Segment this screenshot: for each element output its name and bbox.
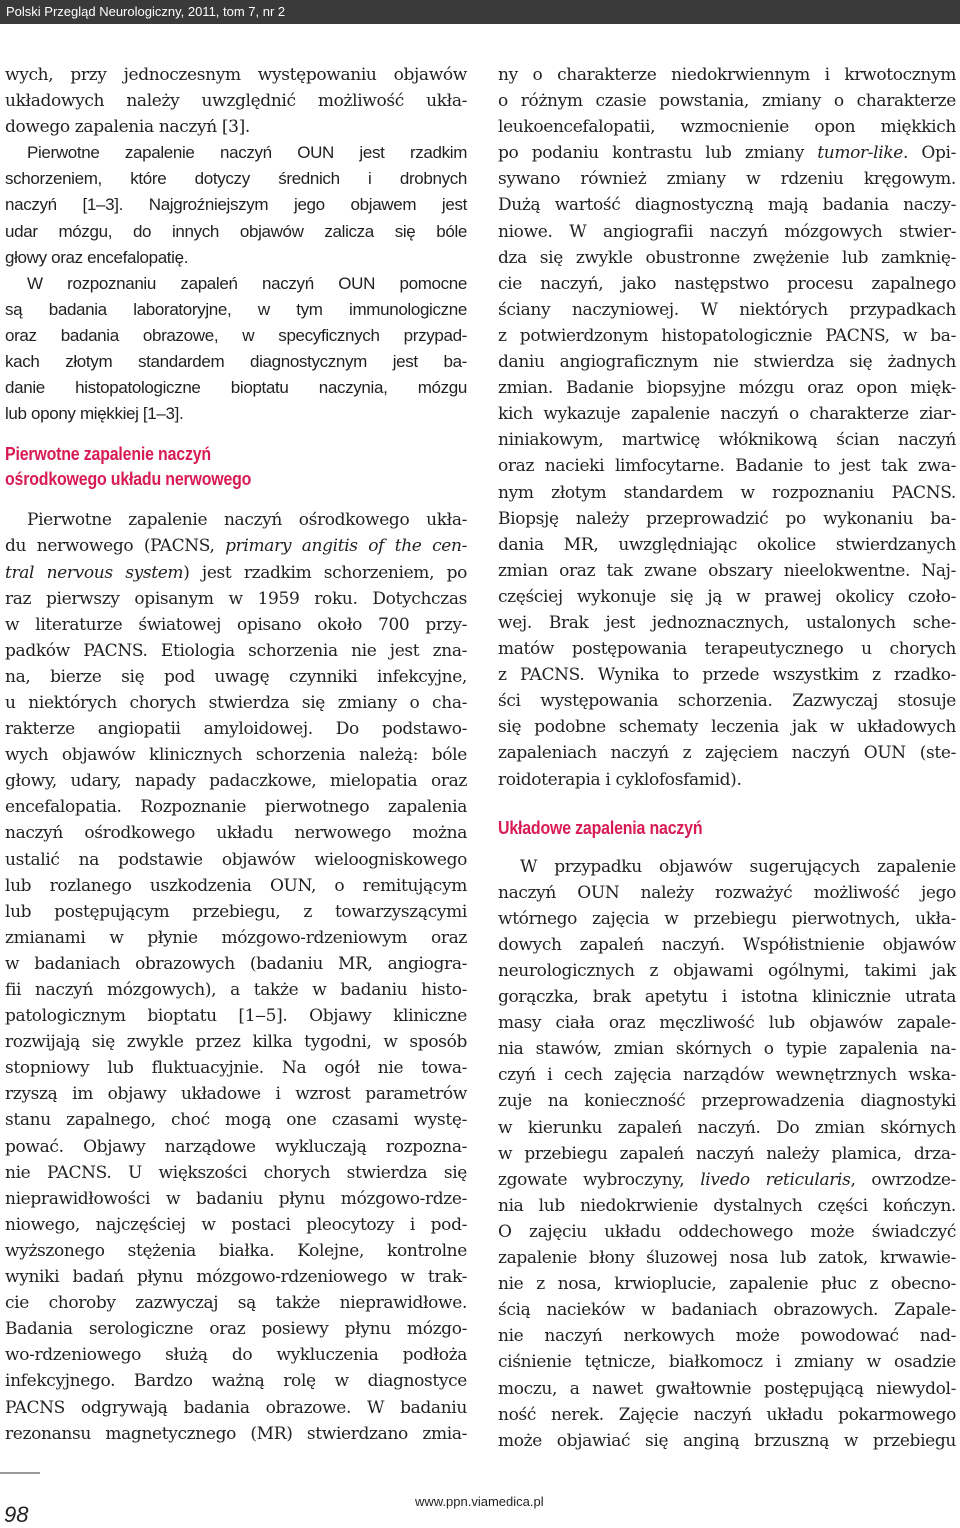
text-line: ściany naczyniowej. W niektórych przypadkach [498,299,956,320]
text-line: stanu zapalnego, choć mogą one czasami wystę- [5,1110,467,1131]
text-line: nieprawidłowości w badaniu płynu mózgowo-rdze- [5,1188,467,1209]
text-line: wych, przy jednoczesnym występowaniu objawów [5,65,467,85]
right-column [498,62,956,1454]
text-line: naczyń ośrodkowego układu nerwowego można [5,823,467,844]
text-line: rzyszą im objawy układowe i wzrost parametrów [5,1084,467,1105]
section-heading-line: Pierwotne zapalenie naczyń [5,443,211,465]
text-line: zapalenie błony śluzowej nosa lub zatok, krwawie- [498,1248,956,1269]
text-line: masy ciała oraz męczliwość lub objawów zapale- [498,1013,956,1034]
text-line: ści występowania schorzenia. Zazwyczaj stosuje [498,691,956,712]
text-line: wej. Brak jest jednoznacznych, ustalonych sche- [498,612,956,633]
text-line: ścią nacieków w badaniach obrazowych. Zapale- [498,1300,956,1321]
text-line: wyższonego stężenia białka. Kolejne, kontrolne [5,1240,467,1261]
text-line: O zajęciu układu oddechowego może świadczyć [498,1221,956,1242]
text-line: lub opony miękkiej [1‒3]. [5,404,184,424]
text-line: cie choroby zazwyczaj są także nieprawidłowe. [5,1293,467,1314]
text-line: zmian oraz tak zwane obszary nieelokwentne. Naj- [498,560,956,581]
journal-website: www.ppn.viamedica.pl [415,1494,544,1509]
footer-rule [0,1472,40,1474]
section-heading: Układowe zapalenia naczyń [498,816,703,838]
text-line: Biopsję należy przeprowadzić po wykonaniu ba- [498,508,956,529]
text-line: infekcyjnego. Bardzo ważną rolę w diagnostyce [5,1371,467,1392]
paragraph [5,140,467,270]
text-line: zmianami w płynie mózgowo-rdzeniowym oraz [5,927,467,948]
text-line: pować. Objawy narządowe wykluczają rozpozna- [5,1136,467,1157]
text-line: leukoencefalopatii, wzmocnienie opon miękkich [498,117,956,138]
text-line: wo-rdzeniowego służą do wykluczenia podłoża [5,1345,467,1366]
text-line: patologicznym bioptatu [1‒5]. Objawy kliniczne [5,1006,467,1027]
text-line: częściej wykonuje się ją w prawej okolicy czoło- [498,586,956,607]
text-line: ustalić na podstawie objawów wieloogniskowego [5,849,467,870]
text-line: lub rozlanego uszkodzenia OUN, o remitującym [5,875,467,896]
text-line: udar mózgu, do innych objawów zalicza się bóle [5,221,467,241]
text-line: Dużą wartość diagnostyczną mają badania naczy- [498,195,956,216]
text-line: wych objawów klinicznych schorzenia należą: bóle [5,745,467,766]
text-line: z potwierdzonym histopatologicznie PACNS, w ba- [498,325,956,346]
text-line: matów postępowania terapeutycznego u chorych [498,639,956,660]
left-column [5,62,467,1447]
text-line: nie z nosa, krwioplucie, zapalenie płuc z obecno- [498,1274,956,1295]
text-line: padków PACNS. Etiologia schorzenia nie jest zna- [5,640,467,661]
text-line: ciśnienie tętnicze, białkomocz i zmiany w osadzie [498,1352,956,1373]
paragraph [5,62,467,140]
text-line: du nerwowego (PACNS, primary angitis of the cen- [5,536,467,557]
text-line: daniu angiograficznym nie stwierdza się żadnych [498,352,956,373]
text-line: gorączka, brak apetytu i istotna klinicznie utrata [498,987,956,1008]
text-line: lub postępującym przebiegu, z towarzyszącymi [5,901,467,922]
text-line: u niektórych chorych stwierdza się zmiany o cha- [5,692,467,713]
text-line: nie PACNS. U większości chorych stwierdza się [5,1162,467,1183]
text-line: zgowate wybroczyny, livedo reticularis, owrzodze- [498,1169,956,1190]
text-line: dza się zwykle obustronne zwężenie lub zamknię- [498,247,956,268]
text-line: nie naczyń nerkowych może powodować nad- [498,1326,956,1347]
text-line: fii naczyń mózgowych), a także w badaniu histo- [5,980,467,1000]
text-line: w przebiegu zapaleń naczyń należy plamica, drza- [498,1143,956,1164]
text-line: niowego, najczęściej w postaci pleocytozy i pod- [5,1214,467,1235]
text-line: stopniowy lub fluktuacyjnie. Na ogół nie towa- [5,1058,467,1079]
text-line: są badania laboratoryjne, w tym immunologiczne [5,299,467,319]
section-heading-line: ośrodkowego układu nerwowego [5,468,252,490]
text-line: w kierunku zapaleń naczyń. Do zmian skórnych [498,1117,956,1138]
text-line: kich wykazuje zapalenie naczyń o charakterze ziar- [498,404,956,425]
text-line: moczu, a nawet gwałtownie postępującą niewydol- [498,1378,956,1399]
text-line: na, bierze się pod uwagę czynniki infekcyjne, [5,666,467,687]
text-line: układowych należy uwzględnić możliwość ukła- [5,91,467,112]
text-line: może objawiać się anginą brzuszną w przebiegu [498,1430,956,1451]
text-line: danie histopatologiczne bioptatu naczynia, mózgu [5,378,467,398]
text-line: Badania serologiczne oraz posiewy płynu mózgo- [5,1319,467,1340]
text-line: Pierwotne zapalenie naczyń OUN jest rzadkim [27,143,467,163]
text-line: czyń i cech zajęcia narządów wewnętrznych wska- [498,1065,956,1086]
text-line: niniakowym, martwicę włóknikową ścian naczyń [498,430,956,451]
text-line: oraz badania obrazowe, w specyficznych przypad- [5,325,467,345]
text-line: neurologicznych z objawami ogólnymi, takimi jak [498,961,956,981]
text-line: rakterze angiopatii amyloidowej. Do podstawo- [5,719,467,740]
journal-header-bar [0,0,960,24]
paragraph [5,507,467,1446]
text-line: tral nervous system) jest rzadkim schorzeniem, po [5,562,467,583]
text-line: o różnym czasie powstania, zmiany o charakterze [498,91,956,112]
text-line: naczyń OUN należy rozważyć możliwość jego [498,882,956,903]
text-line: kach złotym standardem diagnostycznym jest ba- [5,352,467,372]
text-line: głowy oraz encefalopatię. [5,247,189,267]
text-line: schorzeniem, które dotyczy średnich i drobnych [5,169,467,189]
text-line: sywano również zmiany w rdzeniu kręgowym. [498,169,956,190]
text-line: zmian. Badanie biopsyjne mózgu oraz opon mięk- [498,378,956,399]
text-line: zuje na konieczność przeprowadzenia diagnostyki [498,1091,956,1112]
text-line: Pierwotne zapalenie naczyń ośrodkowego ukła- [27,510,467,531]
text-line: PACNS odgrywają badania obrazowe. W badaniu [5,1397,467,1418]
page-number: 98 [4,1502,29,1527]
text-line: dowych zapaleń naczyń. Współistnienie objawów [498,934,956,955]
text-line: wyniki badań płynu mózgowo-rdzeniowego w trak- [5,1267,467,1288]
text-line: z PACNS. Wynika to przede wszystkim z rzadko- [498,665,956,686]
text-line: po podaniu kontrastu lub zmiany tumor-like. Opi- [498,143,956,164]
text-line: ność nerek. Zajęcie naczyń układu pokarmowego [498,1404,956,1425]
text-line: rozwijają się zwykle przez kilka tygodni, w sposób [5,1032,467,1053]
paragraph [5,271,467,428]
text-line: zapaleniach naczyń z zajęciem naczyń OUN (ste- [498,743,956,764]
text-line: W przypadku objawów sugerujących zapalenie [520,856,956,877]
text-line: raz pierwszy opisanym w 1959 roku. Dotychczas [5,588,467,609]
text-line: cie naczyń, jako następstwo procesu zapalnego [498,273,956,294]
text-line: w literaturze światowej opisano około 700 przy- [5,614,467,635]
text-line: w badaniach obrazowych (badaniu MR, angiogra- [5,953,467,974]
text-line: ny o charakterze niedokrwiennym i krwotocznym [498,65,956,85]
text-line: dowego zapalenia naczyń [3]. [5,117,250,138]
journal-title: Polski Przegląd Neurologiczny, 2011, tom 7, nr 2 [6,4,286,19]
text-line: oraz nacieki limfocytarne. Badanie to jest tak zwa- [498,456,956,477]
paragraph [498,62,956,793]
text-line: nia stawów, zmian skórnych o typie zapalenia na- [498,1039,956,1060]
text-line: roidoterapia i cyklofosfamid). [498,769,742,790]
text-line: nia lub niedokrwienie dystalnych części kończyn. [498,1195,956,1216]
text-line: encefalopatia. Rozpoznanie pierwotnego zapalenia [5,797,467,818]
section-heading [5,441,467,491]
text-line: nym złotym standardem w rozpoznaniu PACNS. [498,482,956,503]
text-line: głowy, udary, napady padaczkowe, mielopatia oraz [5,771,467,792]
paragraph [498,854,956,1454]
text-line: wtórnego zajęcia w przebiegu pierwotnych, ukła- [498,908,956,929]
text-line: niowe. W angiografii naczyń mózgowych stwier- [498,221,956,242]
text-line: dania MR, uwzględniając okolice stwierdzanych [498,534,956,555]
text-line: naczyń [1‒3]. Najgroźniejszym jego objawem jest [5,195,467,215]
text-line: rezonansu magnetycznego (MR) stwierdzano zmia- [5,1423,467,1444]
text-line: W rozpoznaniu zapaleń naczyń OUN pomocne [27,273,467,293]
text-line: się podobne schematy leczenia jak w układowych [498,717,956,738]
